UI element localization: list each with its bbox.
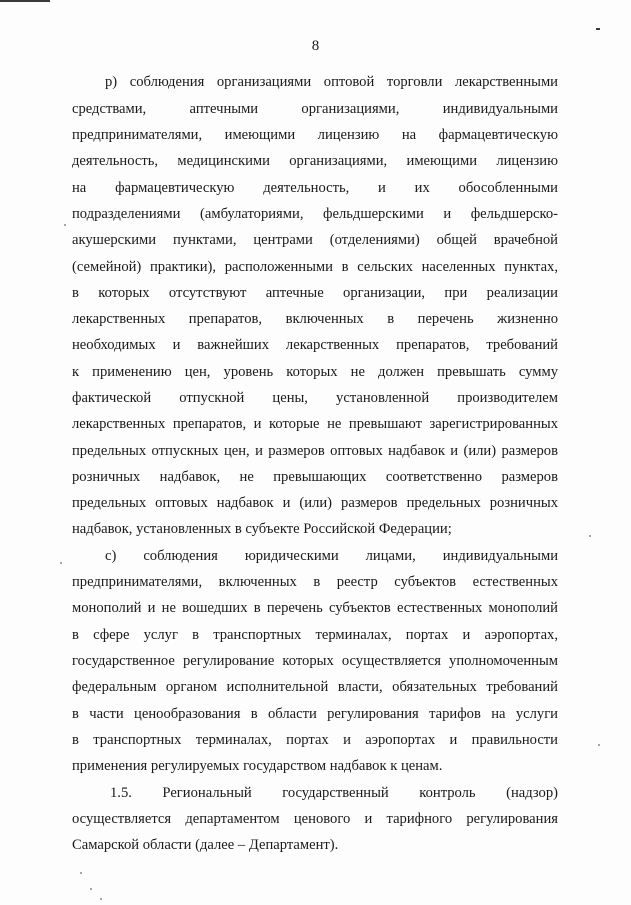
text-line: предельных отпускных цен, и размеров оптовых надбавок и (или) размеров xyxy=(72,443,558,459)
scan-edge-mark xyxy=(0,0,50,2)
scan-speck xyxy=(598,744,600,746)
scan-speck xyxy=(90,888,92,890)
text-line: монополий и не вошедших в перечень субъектов естественных монополий xyxy=(72,600,558,616)
text-line: лекарственных препаратов, и которые не превышают зарегистрированных xyxy=(72,416,558,432)
text-line: необходимых и важнейших лекарственных препаратов, требований xyxy=(72,337,558,353)
page-number: 8 xyxy=(311,38,320,54)
text-line: розничных надбавок, не превышающих соответственно размеров xyxy=(72,469,558,485)
text-line: в которых отсутствуют аптечные организации, при реализации xyxy=(72,285,558,301)
text-line: с) соблюдения юридическими лицами, индивидуальными xyxy=(105,548,558,564)
text-line: акушерскими пунктами, центрами (отделениями) общей врачебной xyxy=(72,232,558,248)
text-line: предпринимателями, имеющими лицензию на фармацевтическую xyxy=(72,127,558,143)
text-line: к применению цен, уровень которых не должен превышать сумму xyxy=(72,364,558,380)
text-line: р) соблюдения организациями оптовой торговли лекарственными xyxy=(105,74,558,90)
text-line: деятельность, медицинскими организациями, имеющими лицензию xyxy=(72,153,558,169)
text-line: применения регулируемых государством надбавок к ценам. xyxy=(72,758,443,774)
text-line: лекарственных препаратов, включенных в перечень жизненно xyxy=(72,311,558,327)
text-line: (семейной) практики), расположенными в сельских населенных пунктах, xyxy=(72,259,558,275)
scan-speck xyxy=(60,562,62,564)
scan-speck xyxy=(100,898,102,900)
scan-speck xyxy=(80,872,82,874)
text-line: Самарской области (далее – Департамент). xyxy=(72,837,339,853)
text-line: в сфере услуг в транспортных терминалах, портах и аэропортах, xyxy=(72,627,558,643)
text-line: предельных оптовых надбавок и (или) размеров предельных розничных xyxy=(72,495,558,511)
text-line: на фармацевтическую деятельность, и их обособленными xyxy=(72,180,558,196)
text-line: предпринимателями, включенных в реестр субъектов естественных xyxy=(72,574,558,590)
text-line: подразделениями (амбулаториями, фельдшерскими и фельдшерско- xyxy=(72,206,558,222)
text-line: 1.5. Региональный государственный контроль (надзор) xyxy=(110,785,558,801)
scan-edge-mark xyxy=(596,28,600,30)
text-line: в части ценообразования в области регулирования тарифов на услуги xyxy=(72,706,558,722)
text-line: федеральным органом исполнительной власти, обязательных требований xyxy=(72,679,558,695)
text-line: надбавок, установленных в субъекте Российской Федерации; xyxy=(72,521,452,537)
text-line: государственное регулирование которых осуществляется уполномоченным xyxy=(72,653,558,669)
scan-speck xyxy=(64,224,66,226)
scan-speck xyxy=(589,535,591,537)
text-line: фактической отпускной цены, установленной производителем xyxy=(72,390,558,406)
text-line: осуществляется департаментом ценового и тарифного регулирования xyxy=(72,811,558,827)
text-line: в транспортных терминалах, портах и аэропортах и правильности xyxy=(72,732,558,748)
text-line: средствами, аптечными организациями, индивидуальными xyxy=(72,101,558,117)
